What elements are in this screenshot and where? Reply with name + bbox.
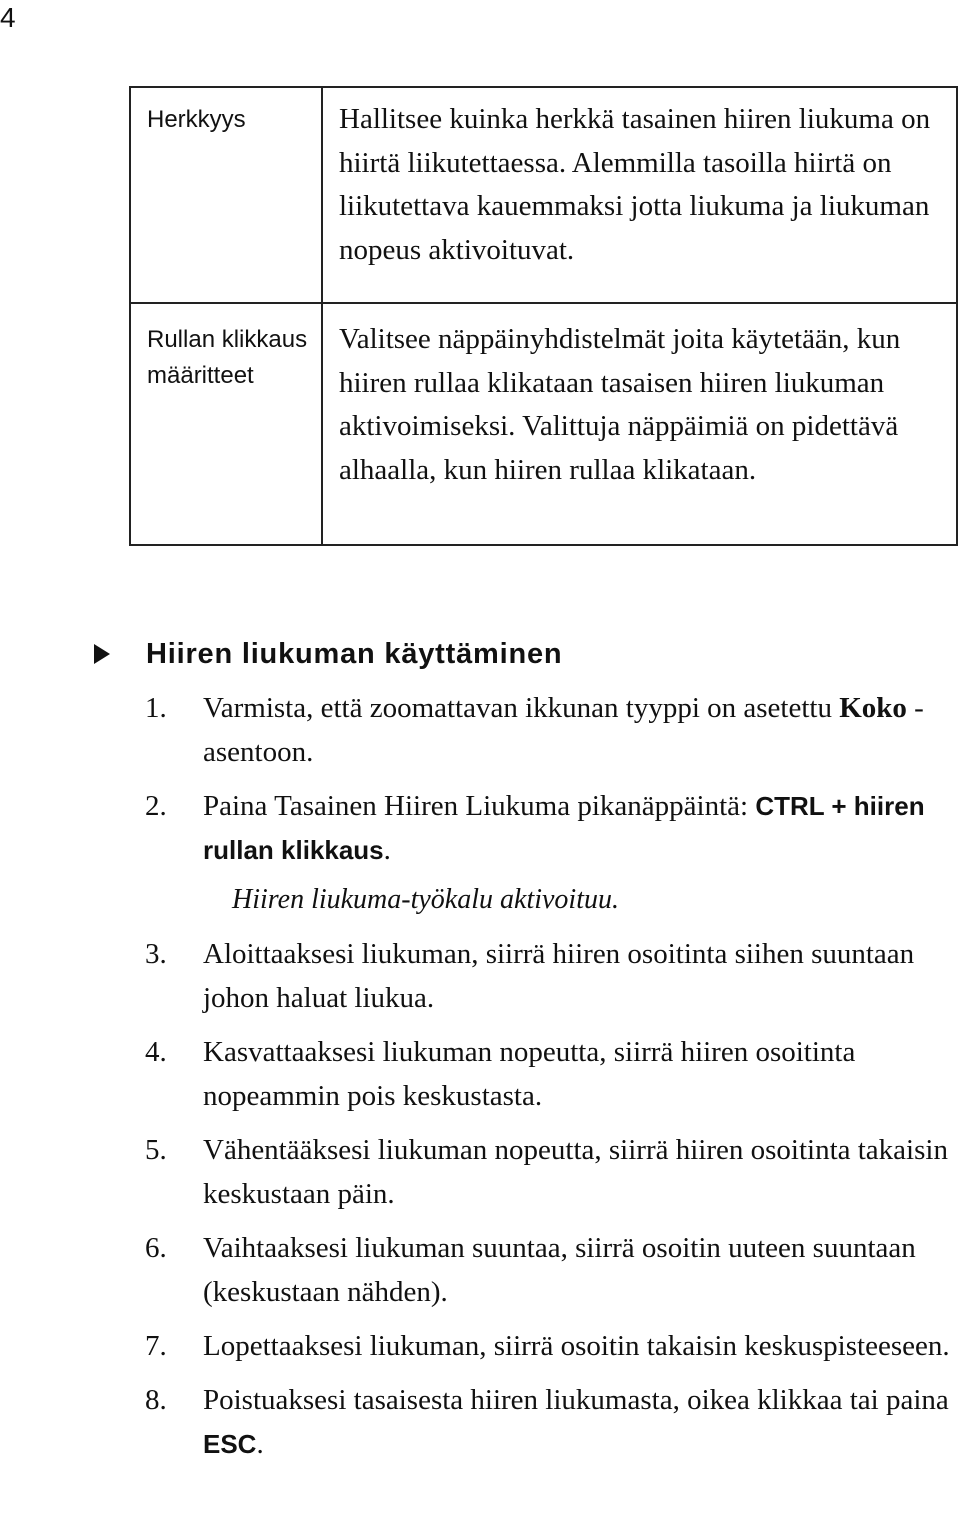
step-text: Kasvattaaksesi liukuman nopeutta, siirrä hiiren osoitinta nopeammin pois keskustasta.: [203, 1036, 856, 1112]
list-item: [145, 686, 955, 774]
step-number: 5.: [145, 1134, 167, 1166]
list-item: [145, 1030, 955, 1118]
list-item: [145, 1128, 955, 1216]
step-text: Paina Tasainen Hiiren Liukuma pikanäppäintä:: [203, 790, 756, 822]
option-term: Rullan klikkaus määritteet: [130, 303, 322, 545]
option-term: Herkkyys: [130, 87, 322, 303]
list-item: [145, 932, 955, 1020]
list-item: [145, 1324, 955, 1368]
options-table: [129, 86, 958, 546]
step-number: 1.: [145, 692, 167, 724]
triangle-right-icon: [94, 644, 110, 664]
section-heading: [94, 632, 562, 676]
step-text: Vähentääksesi liukuman nopeutta, siirrä hiiren osoitinta takaisin keskustaan päin.: [203, 1134, 948, 1210]
table-row: [130, 87, 957, 303]
table-row: [130, 303, 957, 545]
step-keyword: Koko: [839, 692, 907, 724]
section-title: Hiiren liukuman käyttäminen: [146, 638, 563, 670]
step-text: Poistuaksesi tasaisesta hiiren liukumasta, oikea klikkaa tai paina: [203, 1384, 949, 1416]
step-text: Lopettaaksesi liukuman, siirrä osoitin takaisin keskuspisteeseen.: [203, 1330, 950, 1362]
option-description: Hallitsee kuinka herkkä tasainen hiiren liukuma on hiirtä liikutettaessa. Alemmilla tasoilla hiirtä on liikutettava kauemmaksi jotta liukuma ja liukuman nopeus aktivoituvat.: [322, 87, 957, 303]
step-number: 2.: [145, 790, 167, 822]
step-number: 8.: [145, 1384, 167, 1416]
step-number: 4.: [145, 1036, 167, 1068]
steps-list: [145, 686, 955, 1476]
step-text-end: .: [256, 1428, 264, 1460]
list-item: [145, 784, 955, 922]
step-text: Varmista, että zoomattavan ikkunan tyyppi on asetettu: [203, 692, 840, 724]
step-number: 6.: [145, 1232, 167, 1264]
step-number: 7.: [145, 1330, 167, 1362]
page-number: 4: [0, 2, 16, 33]
step-text-end: -asentoon.: [203, 692, 924, 768]
step-text: Vaihtaaksesi liukuman suuntaa, siirrä osoitin uuteen suuntaan (keskustaan nähden).: [203, 1232, 916, 1308]
step-text: Aloittaaksesi liukuman, siirrä hiiren osoitinta siihen suuntaan johon haluat liukua.: [203, 938, 915, 1014]
list-item: [145, 1226, 955, 1314]
option-description: Valitsee näppäinyhdistelmät joita käytetään, kun hiiren rullaa klikataan tasaisen hiiren liukuman aktivoimiseksi. Valittuja näppäimiä on pidettävä alhaalla, kun hiiren rullaa klikataan.: [322, 303, 957, 545]
step-result: Hiiren liukuma-työkalu aktivoituu.: [232, 884, 619, 915]
step-keyword: ESC: [203, 1429, 257, 1459]
step-keyword: CTRL + hiiren rullan klikkaus: [203, 791, 925, 865]
step-number: 3.: [145, 938, 167, 970]
list-item: [145, 1378, 955, 1466]
step-text-end: .: [383, 834, 391, 866]
